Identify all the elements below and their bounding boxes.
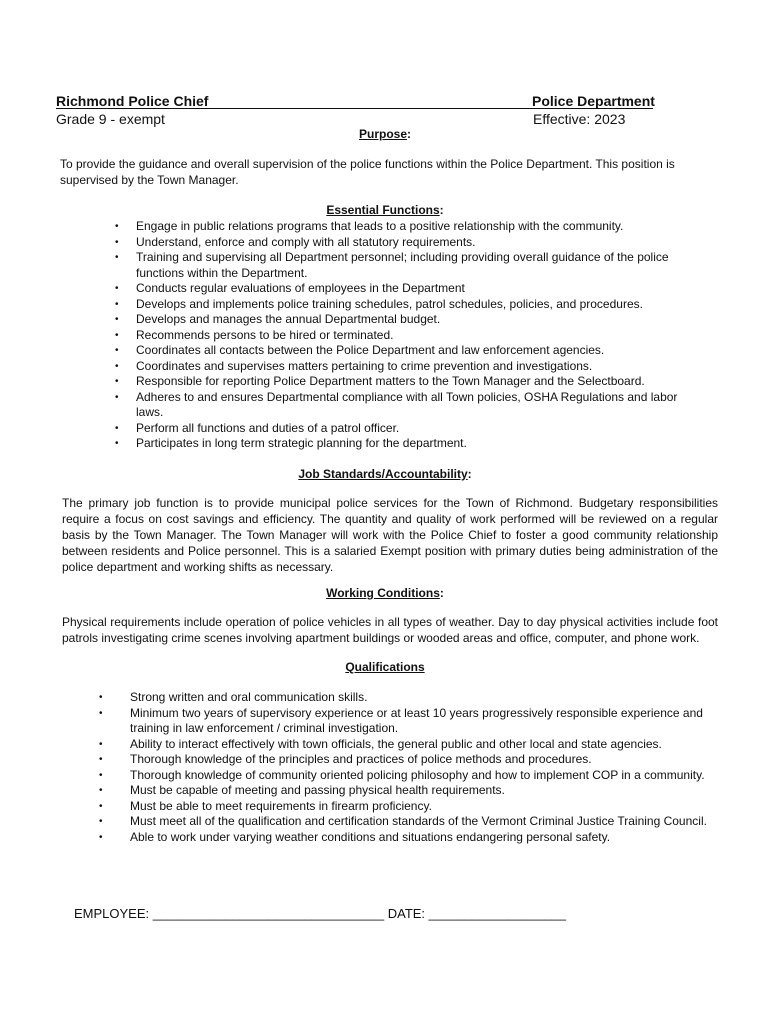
list-item (99, 783, 720, 799)
job-standards-text: The primary job function is to provide municipal police services for the Town of Richmond. Budgetary responsibilities require a focus on cost savings and efficiency. The quantity and quality of work performed will be reviewed on a regular basis by the Town Manager. The Town Manager will work with the Police Chief to foster a good community relationship between residents and Police personnel. This is a salaried Exempt position with primary duties being administration of the police department and working shifts as necessary. (62, 496, 718, 574)
list-item-text: Recommends persons to be hired or terminated. (136, 327, 394, 342)
list-item (99, 690, 720, 706)
list-item-text: Must be capable of meeting and passing physical health requirements. (130, 783, 505, 797)
list-item-text: Ability to interact effectively with town officials, the general public and other local and state agencies. (130, 736, 662, 751)
list-item-text: Participates in long term strategic planning for the department. (136, 436, 467, 450)
bullet-icon: • (115, 252, 119, 263)
job-standards-heading: Job Standards/Accountability: (298, 467, 472, 481)
bullet-icon: • (99, 754, 103, 765)
essential-functions-list (115, 219, 706, 452)
department-name: Police Department (532, 93, 655, 109)
list-item (115, 389, 706, 421)
list-item-text: Perform all functions and duties of a patrol officer. (136, 420, 400, 435)
list-item (115, 250, 706, 281)
list-item-text: Must meet all of the qualification and certification standards of the Vermont Criminal Justice Training Council. (130, 814, 707, 828)
list-item (115, 219, 706, 235)
list-item (99, 767, 720, 784)
list-item-text: Develops and manages the annual Departmental budget. (136, 312, 441, 326)
list-item-text: Adheres to and ensures Departmental compliance with all Town policies, OSHA Regulations and labor laws. (136, 389, 678, 419)
bullet-icon: • (115, 298, 119, 310)
bullet-icon: • (115, 345, 119, 356)
list-item-text: Strong written and oral communication skills. (130, 690, 368, 704)
bullet-icon: • (115, 376, 119, 387)
bullet-icon: • (99, 707, 103, 719)
list-item-text: Conducts regular evaluations of employees in the Department (136, 281, 465, 295)
bullet-icon: • (99, 738, 103, 750)
list-item (115, 374, 706, 390)
essential-functions-heading: Essential Functions: (326, 203, 444, 217)
bullet-icon: • (115, 329, 119, 341)
working-conditions-heading: Working Conditions: (326, 586, 444, 600)
qualifications-list (99, 690, 720, 845)
bullet-icon: • (115, 283, 119, 294)
bullet-icon: • (115, 422, 119, 434)
bullet-icon: • (115, 221, 119, 232)
job-grade: Grade 9 - exempt (56, 111, 165, 127)
list-item (99, 736, 720, 753)
list-item-text: Thorough knowledge of the principles and practices of police methods and procedures. (130, 752, 592, 766)
qualifications-heading: Qualifications (345, 660, 425, 674)
purpose-heading: Purpose: (358, 127, 411, 141)
list-item (115, 358, 706, 375)
working-conditions-text: Physical requirements include operation of police vehicles in all types of weather. Day to day physical activities include foot patrols investigating crime scenes involving apartment buildings or wooded areas and office, computer, and phone work. (62, 615, 718, 645)
list-item (115, 343, 706, 359)
bullet-icon: • (99, 785, 103, 796)
list-item-text: Responsible for reporting Police Department matters to the Town Manager and the Selectboard. (136, 374, 645, 388)
list-item (99, 752, 720, 768)
bullet-icon: • (115, 236, 119, 248)
list-item-text: Understand, enforce and comply with all statutory requirements. (136, 234, 476, 249)
list-item-text: Coordinates and supervises matters pertaining to crime prevention and investigations. (136, 358, 593, 373)
bullet-icon: • (115, 314, 119, 325)
list-item (99, 798, 720, 815)
list-item (115, 420, 706, 437)
list-item (115, 312, 706, 328)
list-item (115, 281, 706, 297)
list-item (115, 436, 706, 452)
list-item (115, 234, 706, 251)
list-item (115, 327, 706, 344)
list-item-text: Must be able to meet requirements in firearm proficiency. (130, 798, 432, 813)
list-item-text: Able to work under varying weather conditions and situations endangering personal safety. (130, 829, 611, 844)
bullet-icon: • (99, 769, 103, 781)
bullet-icon: • (99, 692, 103, 703)
list-item-text: Thorough knowledge of community oriented policing philosophy and how to implement COP in a community. (130, 767, 705, 782)
bullet-icon: • (99, 831, 103, 843)
list-item-text: Coordinates all contacts between the Police Department and law enforcement agencies. (136, 343, 605, 357)
list-item-text: Develops and implements police training schedules, patrol schedules, policies, and procedures. (136, 296, 643, 311)
list-item-text: Minimum two years of supervisory experience or at least 10 years progressively responsible experience and training in law enforcement / criminal investigation. (130, 705, 703, 735)
bullet-icon: • (99, 800, 103, 812)
signature-line: EMPLOYEE: ________________________________ DATE: ___________________ (74, 906, 567, 921)
bullet-icon: • (115, 391, 119, 403)
bullet-icon: • (115, 360, 119, 372)
purpose-text: To provide the guidance and overall supervision of the police functions within the Police Department. This position is supervised by the Town Manager. (60, 157, 675, 187)
header-underline (56, 108, 653, 109)
list-item (115, 296, 706, 313)
list-item-text: Engage in public relations programs that leads to a positive relationship with the community. (136, 219, 624, 233)
list-item-text: Training and supervising all Department personnel; including providing overall guidance of the police functions within the Department. (136, 250, 669, 280)
bullet-icon: • (115, 438, 119, 449)
effective-date: Effective: 2023 (533, 111, 626, 127)
list-item (99, 829, 720, 846)
list-item (99, 705, 720, 737)
job-title: Richmond Police Chief (56, 93, 209, 109)
list-item (99, 814, 720, 830)
bullet-icon: • (99, 816, 103, 827)
